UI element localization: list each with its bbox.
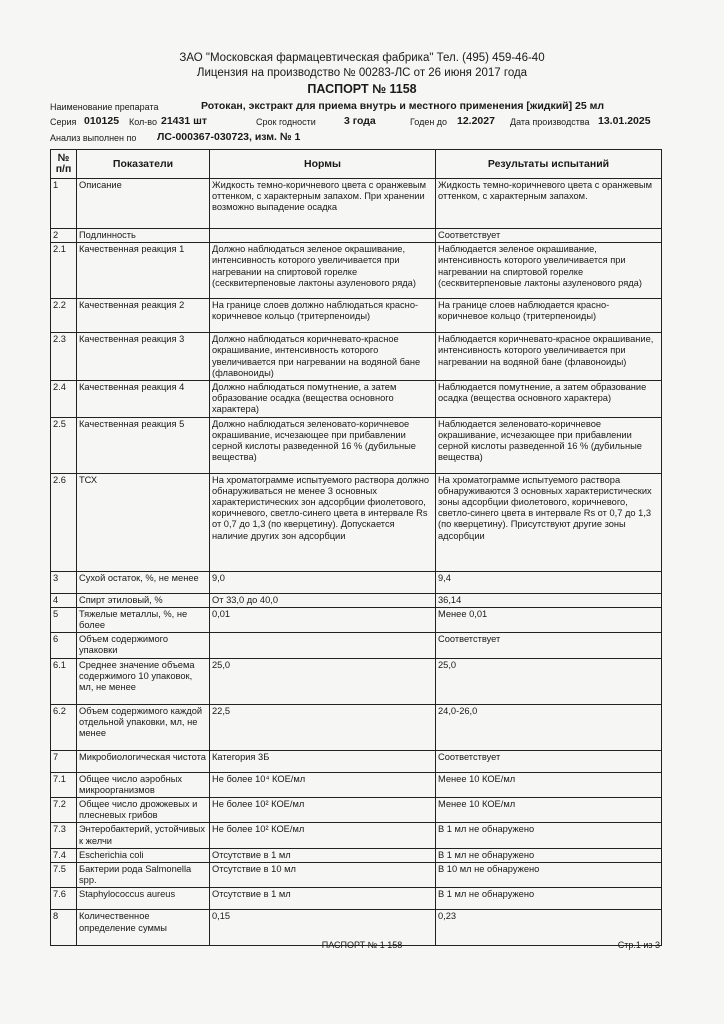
cell-norm: 25,0: [210, 658, 436, 704]
cell-indicator: Объем содержимого каждой отдельной упаковки, мл, не менее: [77, 704, 210, 750]
cell-num: 2.4: [51, 381, 77, 418]
table-row: [51, 607, 662, 632]
cell-indicator: Описание: [77, 179, 210, 229]
table-row: [51, 772, 662, 797]
cell-result: Соответствует: [436, 750, 662, 772]
series-value: 010125: [84, 115, 120, 127]
table-row: [51, 381, 662, 418]
drug-value: Ротокан, экстракт для приема внутрь и местного применения [жидкий] 25 мл: [201, 100, 605, 112]
shelf-value: 3 года: [344, 115, 376, 127]
table-row: [51, 658, 662, 704]
cell-num: 2.6: [51, 473, 77, 571]
cell-indicator: Качественная реакция 1: [77, 243, 210, 299]
cell-indicator: Среднее значение объема содержимого 10 упаковок, мл, не менее: [77, 658, 210, 704]
cell-result: Наблюдается зеленое окрашивание, интенсивность которого увеличивается при нагревании на спиртовой горелке (сесквитерпеновые лактоны азуленового ряда): [436, 243, 662, 299]
cell-norm: Должно наблюдаться помутнение, а затем образование осадка (вещества основного характера): [210, 381, 436, 418]
table-row: [51, 888, 662, 910]
cell-result: В 10 мл не обнаружено: [436, 863, 662, 888]
cell-indicator: Энтеробактерий, устойчивых к желчи: [77, 823, 210, 848]
cell-indicator: Качественная реакция 5: [77, 417, 210, 473]
cell-result: В 1 мл не обнаружено: [436, 848, 662, 862]
cell-result: В 1 мл не обнаружено: [436, 888, 662, 910]
table-row: [51, 593, 662, 607]
cell-norm: На границе слоев должно наблюдаться красно-коричневое кольцо (тритерпеноиды): [210, 299, 436, 333]
cell-num: 2: [51, 229, 77, 243]
cell-norm: Не более 10² КОЕ/мл: [210, 798, 436, 823]
cell-num: 6.2: [51, 704, 77, 750]
table-row: [51, 571, 662, 593]
footer-passport: ПАСПОРТ № 1 158: [321, 940, 403, 950]
cell-num: 8: [51, 910, 77, 946]
table-row: [51, 848, 662, 862]
table-row: [51, 243, 662, 299]
cell-indicator: Качественная реакция 3: [77, 333, 210, 381]
table-row: [51, 633, 662, 658]
cell-indicator: Микробиологическая чистота: [77, 750, 210, 772]
cell-result: Соответствует: [436, 229, 662, 243]
cell-norm: Не более 10² КОЕ/мл: [210, 823, 436, 848]
cell-norm: [210, 229, 436, 243]
cell-result: Соответствует: [436, 633, 662, 658]
cell-num: 2.3: [51, 333, 77, 381]
cell-norm: Должно наблюдаться коричневато-красное окрашивание, интенсивность которого увеличивается при нагревании на водяной бане (флавоноиды): [210, 333, 436, 381]
cell-result: На хроматограмме испытуемого раствора обнаруживаются 3 основных характеристических зоны адсорбции фиолетового, коричневого, светло-синего цвета в интервале Rs от 0,7 до 1,3 (по кверцетину). Присутствуют другие зоны адсорбции: [436, 473, 662, 571]
table-row: [51, 229, 662, 243]
cell-num: 7.5: [51, 863, 77, 888]
cell-result: На границе слоев наблюдается красно-коричневое кольцо (тритерпеноиды): [436, 299, 662, 333]
cell-num: 6.1: [51, 658, 77, 704]
analysis-label: Анализ выполнен по: [50, 133, 137, 143]
table-row: [51, 417, 662, 473]
cell-result: Менее 10 КОЕ/мл: [436, 772, 662, 797]
cell-num: 7.1: [51, 772, 77, 797]
cell-result: 25,0: [436, 658, 662, 704]
analysis-value: ЛС-000367-030723, изм. № 1: [157, 131, 301, 143]
table-row: [51, 750, 662, 772]
cell-result: 36,14: [436, 593, 662, 607]
valid-label: Годен до: [410, 117, 448, 127]
cell-indicator: Тяжелые металлы, %, не более: [77, 607, 210, 632]
cell-indicator: ТСХ: [77, 473, 210, 571]
page-title: ПАСПОРТ № 1158: [307, 82, 417, 96]
table-body: [51, 179, 662, 946]
table-row: [51, 473, 662, 571]
qty-value: 21431 шт: [161, 115, 208, 127]
cell-norm: Не более 10⁴ КОЕ/мл: [210, 772, 436, 797]
cell-num: 1: [51, 179, 77, 229]
cell-result: Наблюдается зеленовато-коричневое окрашивание, исчезающее при прибавлении серной кислоты разведенной 16 % (дубильные вещества): [436, 417, 662, 473]
cell-norm: 9,0: [210, 571, 436, 593]
page-number: Стр.1 из 3: [617, 940, 660, 950]
header-norm: Нормы: [210, 150, 436, 179]
table-row: [51, 823, 662, 848]
cell-result: 0,23: [436, 910, 662, 946]
table-row: [51, 179, 662, 229]
cell-indicator: Количественное определение суммы: [77, 910, 210, 946]
prod-date-label: Дата производства: [510, 117, 590, 127]
cell-indicator: Бактерии рода Salmonella spp.: [77, 863, 210, 888]
cell-num: 7.4: [51, 848, 77, 862]
cell-norm: Отсутствие в 1 мл: [210, 848, 436, 862]
cell-num: 7.3: [51, 823, 77, 848]
license-line: Лицензия на производство № 00283-ЛС от 26 июня 2017 года: [196, 67, 528, 79]
cell-num: 6: [51, 633, 77, 658]
cell-num: 2.5: [51, 417, 77, 473]
company-header: ЗАО "Московская фармацевтическая фабрика" Тел. (495) 459-46-40: [179, 52, 545, 64]
cell-num: 2.1: [51, 243, 77, 299]
cell-result: Менее 10 КОЕ/мл: [436, 798, 662, 823]
cell-result: 9,4: [436, 571, 662, 593]
cell-norm: Должно наблюдаться зеленое окрашивание, интенсивность которого увеличивается при нагревании на спиртовой горелке (сесквитерпеновые лактоны азуленового ряда): [210, 243, 436, 299]
cell-num: 3: [51, 571, 77, 593]
cell-indicator: Общее число аэробных микроорганизмов: [77, 772, 210, 797]
cell-norm: 22,5: [210, 704, 436, 750]
header-num: № п/п: [51, 150, 77, 179]
header-indicator: Показатели: [77, 150, 210, 179]
cell-num: 5: [51, 607, 77, 632]
series-label: Серия: [50, 117, 77, 127]
cell-indicator: Спирт этиловый, %: [77, 593, 210, 607]
cell-num: 7: [51, 750, 77, 772]
cell-indicator: Качественная реакция 2: [77, 299, 210, 333]
results-table: [50, 149, 662, 946]
cell-norm: Категория 3Б: [210, 750, 436, 772]
table-row: [51, 798, 662, 823]
cell-result: Наблюдается помутнение, а затем образование осадка (вещества основного характера): [436, 381, 662, 418]
cell-indicator: Escherichia coli: [77, 848, 210, 862]
cell-indicator: Объем содержимого упаковки: [77, 633, 210, 658]
cell-norm: Жидкость темно-коричневого цвета с оранжевым оттенком, с характерным запахом. При хранении возможно выпадение осадка: [210, 179, 436, 229]
cell-norm: Отсутствие в 10 мл: [210, 863, 436, 888]
prod-date-value: 13.01.2025: [598, 115, 651, 127]
table-row: [51, 299, 662, 333]
cell-norm: [210, 633, 436, 658]
cell-indicator: Сухой остаток, %, не менее: [77, 571, 210, 593]
table-row: [51, 333, 662, 381]
valid-value: 12.2027: [457, 115, 495, 127]
cell-norm: Должно наблюдаться зеленовато-коричневое окрашивание, исчезающее при прибавлении серной кислоты разведенной 16 % (дубильные вещества): [210, 417, 436, 473]
cell-result: Менее 0,01: [436, 607, 662, 632]
cell-result: Наблюдается коричневато-красное окрашивание, интенсивность которого увеличивается при нагревании на водяной бане (флавоноиды): [436, 333, 662, 381]
table-row: [51, 863, 662, 888]
cell-norm: От 33,0 до 40,0: [210, 593, 436, 607]
cell-norm: Отсутствие в 1 мл: [210, 888, 436, 910]
cell-norm: 0,15: [210, 910, 436, 946]
cell-indicator: Staphylococcus aureus: [77, 888, 210, 910]
cell-result: 24,0-26,0: [436, 704, 662, 750]
header-result: Результаты испытаний: [436, 150, 662, 179]
cell-norm: На хроматограмме испытуемого раствора должно обнаруживаться не менее 3 основных характеристических зон адсорбции фиолетового, коричневого, светло-синего цвета в интервале Rs от 0,7 до 1,3 (по кверцетину). Допускается наличие других зон адсорбции: [210, 473, 436, 571]
qty-label: Кол-во: [129, 117, 157, 127]
cell-indicator: Качественная реакция 4: [77, 381, 210, 418]
shelf-label: Срок годности: [256, 117, 316, 127]
cell-result: Жидкость темно-коричневого цвета с оранжевым оттенком, с характерным запахом.: [436, 179, 662, 229]
drug-label: Наименование препарата: [50, 102, 159, 112]
cell-num: 4: [51, 593, 77, 607]
cell-norm: 0,01: [210, 607, 436, 632]
cell-num: 2.2: [51, 299, 77, 333]
cell-result: В 1 мл не обнаружено: [436, 823, 662, 848]
cell-indicator: Подлинность: [77, 229, 210, 243]
table-header-row: [51, 150, 662, 179]
cell-num: 7.2: [51, 798, 77, 823]
cell-indicator: Общее число дрожжевых и плесневых грибов: [77, 798, 210, 823]
cell-num: 7.6: [51, 888, 77, 910]
table-row: [51, 704, 662, 750]
